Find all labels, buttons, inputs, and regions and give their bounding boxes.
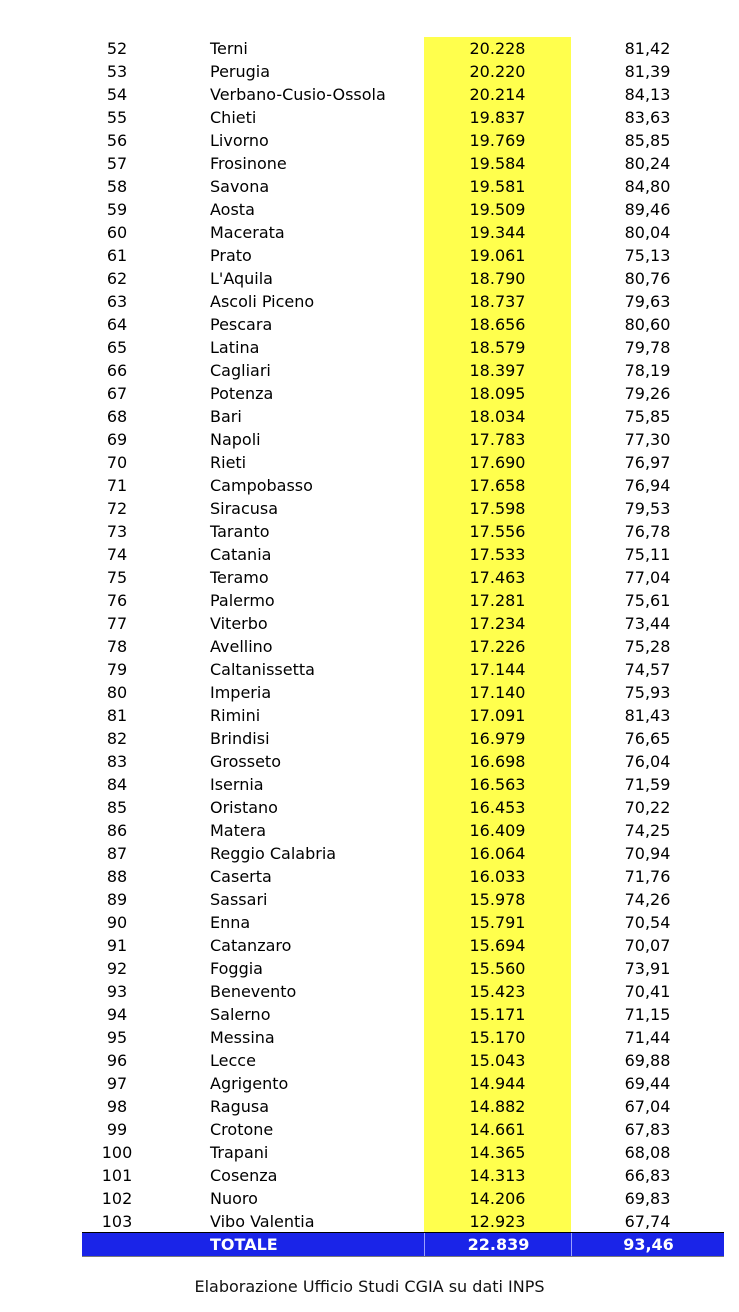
province-name-cell: Reggio Calabria bbox=[210, 844, 337, 863]
province-name-cell: Cagliari bbox=[210, 361, 271, 380]
percentage-cell: 66,83 bbox=[624, 1166, 671, 1185]
percentage-cell: 70,94 bbox=[624, 844, 671, 863]
rank-cell: 57 bbox=[106, 154, 128, 173]
percentage-cell: 81,39 bbox=[624, 62, 671, 81]
value-cell: 17.234 bbox=[469, 614, 526, 633]
value-cell: 15.978 bbox=[469, 890, 526, 909]
table-row bbox=[82, 819, 724, 842]
province-name-cell: Napoli bbox=[210, 430, 261, 449]
rank-cell: 96 bbox=[106, 1051, 128, 1070]
table-row bbox=[82, 359, 724, 382]
percentage-cell: 76,78 bbox=[624, 522, 671, 541]
table-row bbox=[82, 313, 724, 336]
percentage-cell: 77,30 bbox=[624, 430, 671, 449]
table-row bbox=[82, 842, 724, 865]
province-name-cell: Benevento bbox=[210, 982, 297, 1001]
value-cell: 17.144 bbox=[469, 660, 526, 679]
rank-cell: 52 bbox=[106, 39, 128, 58]
province-name-cell: Sassari bbox=[210, 890, 268, 909]
province-name-cell: Crotone bbox=[210, 1120, 274, 1139]
table-row bbox=[82, 727, 724, 750]
table-row bbox=[82, 474, 724, 497]
province-name-cell: Bari bbox=[210, 407, 242, 426]
table-row bbox=[82, 152, 724, 175]
rank-cell: 84 bbox=[106, 775, 128, 794]
rank-cell: 85 bbox=[106, 798, 128, 817]
rank-cell: 86 bbox=[106, 821, 128, 840]
value-cell: 14.661 bbox=[469, 1120, 526, 1139]
rank-cell: 102 bbox=[101, 1189, 133, 1208]
value-cell: 14.365 bbox=[469, 1143, 526, 1162]
rank-cell: 63 bbox=[106, 292, 128, 311]
table-row bbox=[82, 1003, 724, 1026]
table-row bbox=[82, 1072, 724, 1095]
table-row bbox=[82, 497, 724, 520]
percentage-cell: 69,44 bbox=[624, 1074, 671, 1093]
rank-cell: 62 bbox=[106, 269, 128, 288]
rank-cell: 77 bbox=[106, 614, 128, 633]
value-cell: 14.313 bbox=[469, 1166, 526, 1185]
rank-cell: 72 bbox=[106, 499, 128, 518]
province-name-cell: Rimini bbox=[210, 706, 261, 725]
province-name-cell: Ragusa bbox=[210, 1097, 270, 1116]
percentage-cell: 76,94 bbox=[624, 476, 671, 495]
table-row bbox=[82, 1141, 724, 1164]
rank-cell: 90 bbox=[106, 913, 128, 932]
percentage-cell: 75,28 bbox=[624, 637, 671, 656]
value-cell: 17.463 bbox=[469, 568, 526, 587]
rank-cell: 98 bbox=[106, 1097, 128, 1116]
rank-cell: 64 bbox=[106, 315, 128, 334]
province-name-cell: Siracusa bbox=[210, 499, 279, 518]
value-cell: 18.397 bbox=[469, 361, 526, 380]
rank-cell: 81 bbox=[106, 706, 128, 725]
value-cell: 16.979 bbox=[469, 729, 526, 748]
value-cell: 16.563 bbox=[469, 775, 526, 794]
percentage-cell: 79,26 bbox=[624, 384, 671, 403]
rank-cell: 60 bbox=[106, 223, 128, 242]
total-row bbox=[82, 1233, 724, 1257]
rank-cell: 80 bbox=[106, 683, 128, 702]
province-name-cell: Cosenza bbox=[210, 1166, 278, 1185]
percentage-cell: 73,44 bbox=[624, 614, 671, 633]
rank-cell: 99 bbox=[106, 1120, 128, 1139]
table-body bbox=[82, 37, 724, 1233]
province-name-cell: Prato bbox=[210, 246, 252, 265]
percentage-cell: 70,41 bbox=[624, 982, 671, 1001]
province-name-cell: Viterbo bbox=[210, 614, 268, 633]
rank-cell: 83 bbox=[106, 752, 128, 771]
province-name-cell: Trapani bbox=[210, 1143, 269, 1162]
percentage-cell: 74,25 bbox=[624, 821, 671, 840]
table-row bbox=[82, 957, 724, 980]
value-cell: 16.033 bbox=[469, 867, 526, 886]
value-cell: 16.064 bbox=[469, 844, 526, 863]
rank-cell: 75 bbox=[106, 568, 128, 587]
percentage-cell: 89,46 bbox=[624, 200, 671, 219]
province-name-cell: Perugia bbox=[210, 62, 271, 81]
value-cell: 19.061 bbox=[469, 246, 526, 265]
rank-cell: 74 bbox=[106, 545, 128, 564]
table-row bbox=[82, 244, 724, 267]
rank-cell: 92 bbox=[106, 959, 128, 978]
table-row bbox=[82, 290, 724, 313]
table-row bbox=[82, 934, 724, 957]
value-cell: 17.226 bbox=[469, 637, 526, 656]
value-cell: 15.043 bbox=[469, 1051, 526, 1070]
percentage-cell: 80,60 bbox=[624, 315, 671, 334]
rank-cell: 58 bbox=[106, 177, 128, 196]
rank-cell: 79 bbox=[106, 660, 128, 679]
province-name-cell: Catania bbox=[210, 545, 272, 564]
province-name-cell: Aosta bbox=[210, 200, 255, 219]
percentage-cell: 71,59 bbox=[624, 775, 671, 794]
value-cell: 19.509 bbox=[469, 200, 526, 219]
value-cell: 20.214 bbox=[469, 85, 526, 104]
province-name-cell: Macerata bbox=[210, 223, 285, 242]
percentage-cell: 67,74 bbox=[624, 1212, 671, 1231]
rank-cell: 91 bbox=[106, 936, 128, 955]
rank-cell: 53 bbox=[106, 62, 128, 81]
value-cell: 15.560 bbox=[469, 959, 526, 978]
table-row bbox=[82, 658, 724, 681]
table-row bbox=[82, 980, 724, 1003]
table-row bbox=[82, 865, 724, 888]
table-row bbox=[82, 428, 724, 451]
province-name-cell: Imperia bbox=[210, 683, 272, 702]
province-name-cell: L'Aquila bbox=[210, 269, 273, 288]
province-name-cell: Frosinone bbox=[210, 154, 287, 173]
table-row bbox=[82, 796, 724, 819]
percentage-cell: 69,88 bbox=[624, 1051, 671, 1070]
rank-cell: 76 bbox=[106, 591, 128, 610]
value-cell: 17.783 bbox=[469, 430, 526, 449]
table-row bbox=[82, 37, 724, 60]
value-cell: 18.095 bbox=[469, 384, 526, 403]
table-row bbox=[82, 1187, 724, 1210]
rank-cell: 82 bbox=[106, 729, 128, 748]
percentage-cell: 83,63 bbox=[624, 108, 671, 127]
table-row bbox=[82, 451, 724, 474]
percentage-cell: 84,13 bbox=[624, 85, 671, 104]
percentage-cell: 76,04 bbox=[624, 752, 671, 771]
value-cell: 15.171 bbox=[469, 1005, 526, 1024]
value-cell: 17.690 bbox=[469, 453, 526, 472]
percentage-cell: 75,85 bbox=[624, 407, 671, 426]
rank-cell: 69 bbox=[106, 430, 128, 449]
province-name-cell: Oristano bbox=[210, 798, 278, 817]
percentage-cell: 76,97 bbox=[624, 453, 671, 472]
value-cell: 17.598 bbox=[469, 499, 526, 518]
value-cell: 19.344 bbox=[469, 223, 526, 242]
value-cell: 18.790 bbox=[469, 269, 526, 288]
value-cell: 14.882 bbox=[469, 1097, 526, 1116]
table-row bbox=[82, 1164, 724, 1187]
total-value: 22.839 bbox=[424, 1233, 572, 1256]
percentage-cell: 67,04 bbox=[624, 1097, 671, 1116]
percentage-cell: 78,19 bbox=[624, 361, 671, 380]
province-name-cell: Palermo bbox=[210, 591, 275, 610]
value-cell: 20.228 bbox=[469, 39, 526, 58]
percentage-cell: 75,61 bbox=[624, 591, 671, 610]
table-row bbox=[82, 520, 724, 543]
province-name-cell: Lecce bbox=[210, 1051, 256, 1070]
table-row bbox=[82, 704, 724, 727]
province-name-cell: Taranto bbox=[210, 522, 270, 541]
province-name-cell: Verbano-Cusio-Ossola bbox=[210, 85, 386, 104]
table-row bbox=[82, 1118, 724, 1141]
value-cell: 15.694 bbox=[469, 936, 526, 955]
percentage-cell: 70,07 bbox=[624, 936, 671, 955]
value-cell: 16.409 bbox=[469, 821, 526, 840]
value-cell: 17.658 bbox=[469, 476, 526, 495]
percentage-cell: 75,13 bbox=[624, 246, 671, 265]
province-name-cell: Potenza bbox=[210, 384, 274, 403]
province-name-cell: Latina bbox=[210, 338, 260, 357]
percentage-cell: 76,65 bbox=[624, 729, 671, 748]
percentage-cell: 80,76 bbox=[624, 269, 671, 288]
value-cell: 12.923 bbox=[469, 1212, 526, 1231]
percentage-cell: 80,24 bbox=[624, 154, 671, 173]
value-cell: 20.220 bbox=[469, 62, 526, 81]
table-row bbox=[82, 681, 724, 704]
value-cell: 19.584 bbox=[469, 154, 526, 173]
table-row bbox=[82, 221, 724, 244]
table-row bbox=[82, 888, 724, 911]
value-cell: 16.453 bbox=[469, 798, 526, 817]
province-name-cell: Savona bbox=[210, 177, 270, 196]
province-name-cell: Isernia bbox=[210, 775, 264, 794]
province-name-cell: Caltanissetta bbox=[210, 660, 315, 679]
table-row bbox=[82, 1026, 724, 1049]
total-rank-cell bbox=[82, 1233, 152, 1256]
table-row bbox=[82, 336, 724, 359]
percentage-cell: 71,15 bbox=[624, 1005, 671, 1024]
rank-cell: 100 bbox=[101, 1143, 133, 1162]
value-cell: 18.034 bbox=[469, 407, 526, 426]
province-name-cell: Pescara bbox=[210, 315, 273, 334]
percentage-cell: 81,43 bbox=[624, 706, 671, 725]
rank-cell: 89 bbox=[106, 890, 128, 909]
province-name-cell: Ascoli Piceno bbox=[210, 292, 315, 311]
province-name-cell: Salerno bbox=[210, 1005, 271, 1024]
percentage-cell: 71,44 bbox=[624, 1028, 671, 1047]
province-name-cell: Teramo bbox=[210, 568, 269, 587]
table-row bbox=[82, 773, 724, 796]
percentage-cell: 79,53 bbox=[624, 499, 671, 518]
percentage-cell: 70,22 bbox=[624, 798, 671, 817]
rank-cell: 95 bbox=[106, 1028, 128, 1047]
table-row bbox=[82, 635, 724, 658]
province-name-cell: Agrigento bbox=[210, 1074, 289, 1093]
province-name-cell: Livorno bbox=[210, 131, 269, 150]
table-row bbox=[82, 405, 724, 428]
percentage-cell: 84,80 bbox=[624, 177, 671, 196]
table-row bbox=[82, 911, 724, 934]
value-cell: 18.579 bbox=[469, 338, 526, 357]
rank-cell: 97 bbox=[106, 1074, 128, 1093]
ranking-table bbox=[82, 37, 724, 1257]
percentage-cell: 79,63 bbox=[624, 292, 671, 311]
rank-cell: 87 bbox=[106, 844, 128, 863]
table-row bbox=[82, 106, 724, 129]
percentage-cell: 79,78 bbox=[624, 338, 671, 357]
province-name-cell: Enna bbox=[210, 913, 251, 932]
rank-cell: 55 bbox=[106, 108, 128, 127]
value-cell: 18.737 bbox=[469, 292, 526, 311]
table-row bbox=[82, 198, 724, 221]
value-cell: 17.091 bbox=[469, 706, 526, 725]
table-row bbox=[82, 1210, 724, 1233]
province-name-cell: Messina bbox=[210, 1028, 275, 1047]
value-cell: 17.281 bbox=[469, 591, 526, 610]
value-cell: 17.533 bbox=[469, 545, 526, 564]
rank-cell: 68 bbox=[106, 407, 128, 426]
rank-cell: 59 bbox=[106, 200, 128, 219]
percentage-cell: 77,04 bbox=[624, 568, 671, 587]
table-row bbox=[82, 612, 724, 635]
percentage-cell: 73,91 bbox=[624, 959, 671, 978]
value-cell: 19.769 bbox=[469, 131, 526, 150]
rank-cell: 67 bbox=[106, 384, 128, 403]
percentage-cell: 70,54 bbox=[624, 913, 671, 932]
value-cell: 15.791 bbox=[469, 913, 526, 932]
rank-cell: 93 bbox=[106, 982, 128, 1001]
percentage-cell: 74,26 bbox=[624, 890, 671, 909]
table-row bbox=[82, 1095, 724, 1118]
rank-cell: 65 bbox=[106, 338, 128, 357]
rank-cell: 94 bbox=[106, 1005, 128, 1024]
table-row bbox=[82, 382, 724, 405]
source-note: Elaborazione Ufficio Studi CGIA su dati INPS bbox=[194, 1277, 545, 1296]
percentage-cell: 74,57 bbox=[624, 660, 671, 679]
value-cell: 19.581 bbox=[469, 177, 526, 196]
province-name-cell: Chieti bbox=[210, 108, 257, 127]
value-cell: 17.140 bbox=[469, 683, 526, 702]
value-cell: 14.944 bbox=[469, 1074, 526, 1093]
table-row bbox=[82, 750, 724, 773]
percentage-cell: 67,83 bbox=[624, 1120, 671, 1139]
rank-cell: 61 bbox=[106, 246, 128, 265]
percentage-cell: 85,85 bbox=[624, 131, 671, 150]
percentage-cell: 68,08 bbox=[624, 1143, 671, 1162]
province-name-cell: Brindisi bbox=[210, 729, 270, 748]
table-row bbox=[82, 543, 724, 566]
percentage-cell: 69,83 bbox=[624, 1189, 671, 1208]
rank-cell: 70 bbox=[106, 453, 128, 472]
table-row bbox=[82, 566, 724, 589]
province-name-cell: Avellino bbox=[210, 637, 273, 656]
province-name-cell: Grosseto bbox=[210, 752, 281, 771]
value-cell: 18.656 bbox=[469, 315, 526, 334]
table-row bbox=[82, 129, 724, 152]
percentage-cell: 81,42 bbox=[624, 39, 671, 58]
province-name-cell: Foggia bbox=[210, 959, 263, 978]
total-percentage: 93,46 bbox=[571, 1233, 725, 1256]
province-name-cell: Matera bbox=[210, 821, 267, 840]
rank-cell: 103 bbox=[101, 1212, 133, 1231]
value-cell: 17.556 bbox=[469, 522, 526, 541]
value-cell: 16.698 bbox=[469, 752, 526, 771]
table-row bbox=[82, 83, 724, 106]
province-name-cell: Rieti bbox=[210, 453, 247, 472]
percentage-cell: 75,11 bbox=[624, 545, 671, 564]
province-name-cell: Catanzaro bbox=[210, 936, 292, 955]
percentage-cell: 80,04 bbox=[624, 223, 671, 242]
rank-cell: 54 bbox=[106, 85, 128, 104]
province-name-cell: Caserta bbox=[210, 867, 272, 886]
rank-cell: 88 bbox=[106, 867, 128, 886]
province-name-cell: Campobasso bbox=[210, 476, 313, 495]
percentage-cell: 71,76 bbox=[624, 867, 671, 886]
province-name-cell: Nuoro bbox=[210, 1189, 258, 1208]
table-row bbox=[82, 175, 724, 198]
value-cell: 15.423 bbox=[469, 982, 526, 1001]
value-cell: 15.170 bbox=[469, 1028, 526, 1047]
total-label: TOTALE bbox=[210, 1235, 278, 1254]
rank-cell: 73 bbox=[106, 522, 128, 541]
rank-cell: 71 bbox=[106, 476, 128, 495]
rank-cell: 78 bbox=[106, 637, 128, 656]
table-row bbox=[82, 1049, 724, 1072]
rank-cell: 56 bbox=[106, 131, 128, 150]
province-name-cell: Vibo Valentia bbox=[210, 1212, 315, 1231]
value-cell: 14.206 bbox=[469, 1189, 526, 1208]
table-row bbox=[82, 267, 724, 290]
table-row bbox=[82, 60, 724, 83]
table-row bbox=[82, 589, 724, 612]
province-name-cell: Terni bbox=[210, 39, 248, 58]
rank-cell: 101 bbox=[101, 1166, 133, 1185]
percentage-cell: 75,93 bbox=[624, 683, 671, 702]
value-cell: 19.837 bbox=[469, 108, 526, 127]
rank-cell: 66 bbox=[106, 361, 128, 380]
